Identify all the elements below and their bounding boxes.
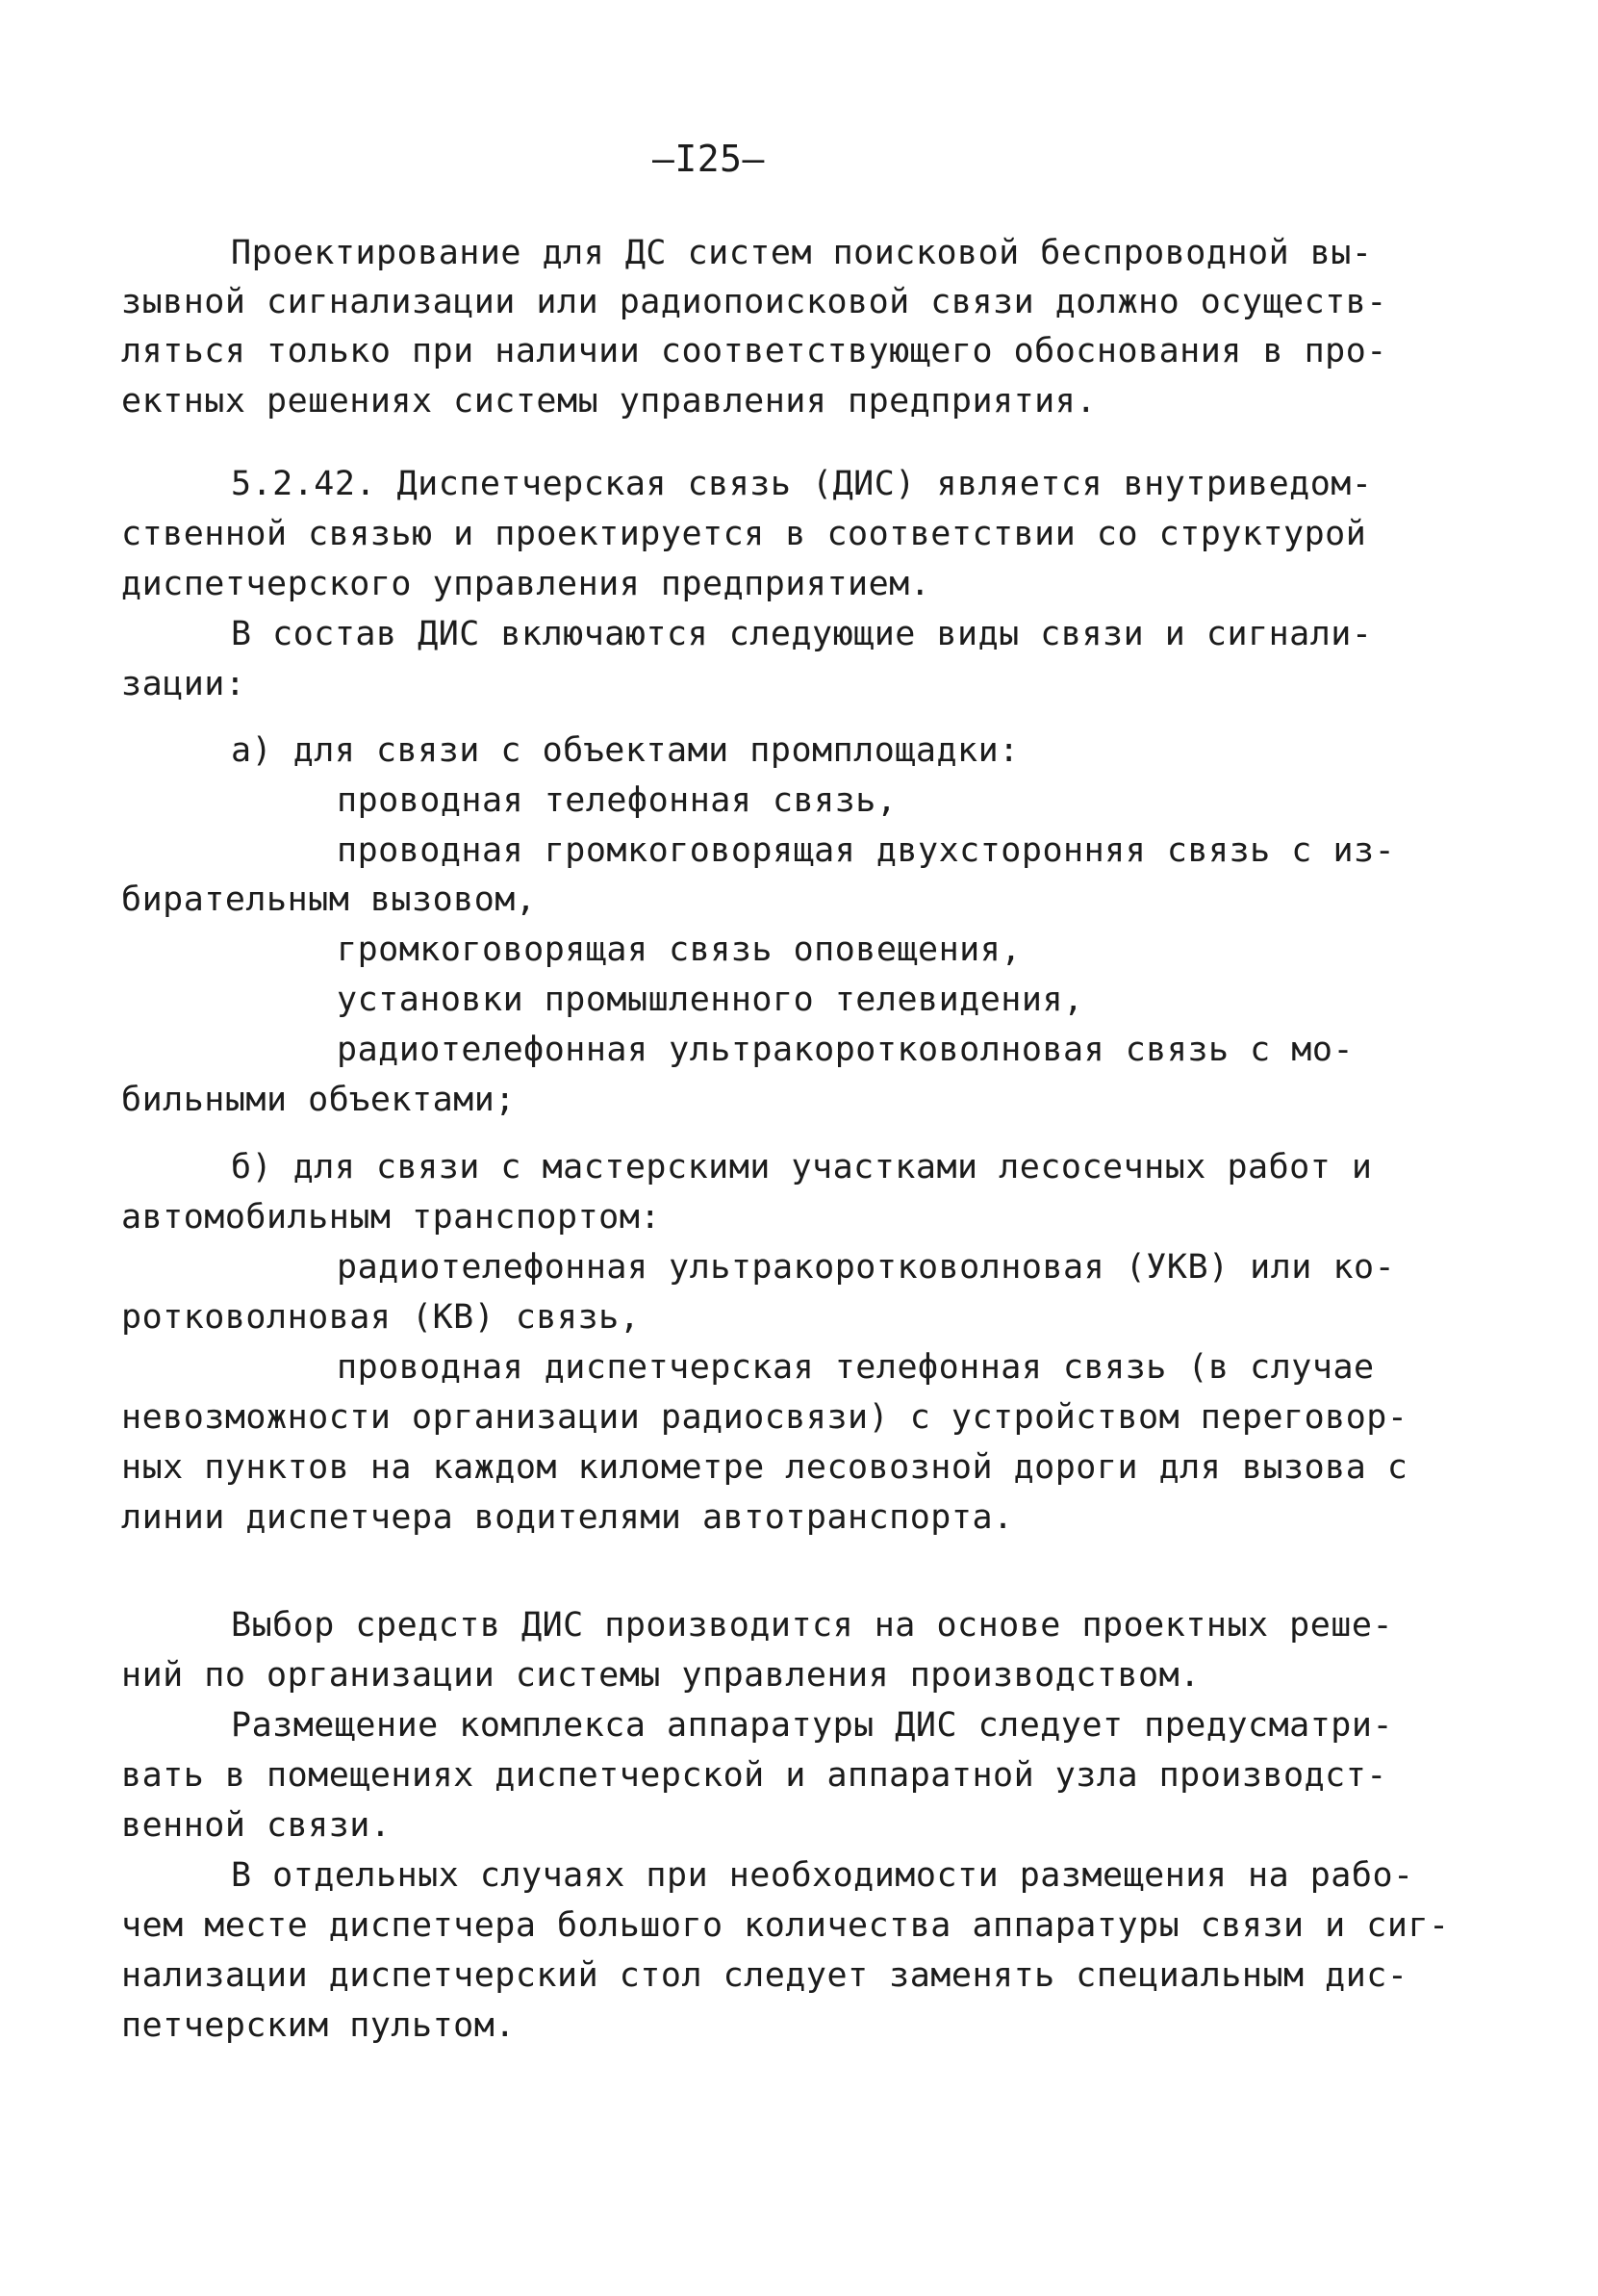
- text-line: ляться только при наличии соответствующего обоснования в про-: [121, 332, 1387, 370]
- text-line: ственной связью и проектируется в соответствии со структурой: [121, 515, 1367, 553]
- text-line: В отдельных случаях при необходимости размещения на рабо-: [231, 1856, 1414, 1895]
- text-line: вать в помещениях диспетчерской и аппаратной узла производст-: [121, 1756, 1387, 1795]
- text-line: б) для связи с мастерскими участками лесосечных работ и: [231, 1148, 1373, 1186]
- text-line: радиотелефонная ультракоротковолновая (УКВ) или ко-: [337, 1248, 1396, 1287]
- text-line: проводная телефонная связь,: [337, 781, 898, 820]
- text-line: чем месте диспетчера большого количества аппаратуры связи и сиг-: [121, 1906, 1450, 1945]
- text-line: нализации диспетчерский стол следует заменять специальным дис-: [121, 1956, 1408, 1995]
- text-line: установки промышленного телевидения,: [337, 981, 1084, 1019]
- text-line: Проектирование для ДС систем поисковой беспроводной вы-: [231, 234, 1373, 272]
- text-line: зации:: [121, 665, 246, 703]
- text-line: 5.2.42. Диспетчерская связь (ДИС) является внутриведом-: [231, 465, 1373, 503]
- text-line: петчерским пультом.: [121, 2006, 516, 2045]
- text-line: ных пунктов на каждом километре лесовозной дороги для вызова с: [121, 1448, 1408, 1487]
- text-line: диспетчерского управления предприятием.: [121, 565, 931, 603]
- text-line: бильными объектами;: [121, 1081, 516, 1119]
- text-line: В состав ДИС включаются следующие виды связи и сигнали-: [231, 615, 1373, 653]
- text-line: ний по организации системы управления производством.: [121, 1656, 1201, 1695]
- text-line: зывной сигнализации или радиопоисковой связи должно осуществ-: [121, 283, 1387, 321]
- text-line: невозможности организации радиосвязи) с устройством переговор-: [121, 1398, 1408, 1437]
- text-line: а) для связи с объектами промплощадки:: [231, 731, 1020, 770]
- text-line: проводная диспетчерская телефонная связь (в случае: [337, 1348, 1375, 1387]
- text-line: венной связи.: [121, 1806, 392, 1845]
- text-line: ектных решениях системы управления предприятия.: [121, 382, 1097, 421]
- text-line: автомобильным транспортом:: [121, 1198, 661, 1237]
- text-line: бирательным вызовом,: [121, 880, 537, 919]
- text-line: линии диспетчера водителями автотранспорта.: [121, 1498, 1014, 1537]
- text-line: ротковолновая (КВ) связь,: [121, 1298, 641, 1337]
- text-line: громкоговорящая связь оповещения,: [337, 931, 1022, 969]
- text-line: Выбор средств ДИС производится на основе проектных реше-: [231, 1606, 1394, 1645]
- text-line: Размещение комплекса аппаратуры ДИС следует предусматри-: [231, 1706, 1394, 1745]
- page-number: —I25—: [652, 138, 765, 180]
- text-line: проводная громкоговорящая двухсторонняя связь с из-: [337, 831, 1396, 870]
- text-line: радиотелефонная ультракоротковолновая связь с мо-: [337, 1031, 1355, 1069]
